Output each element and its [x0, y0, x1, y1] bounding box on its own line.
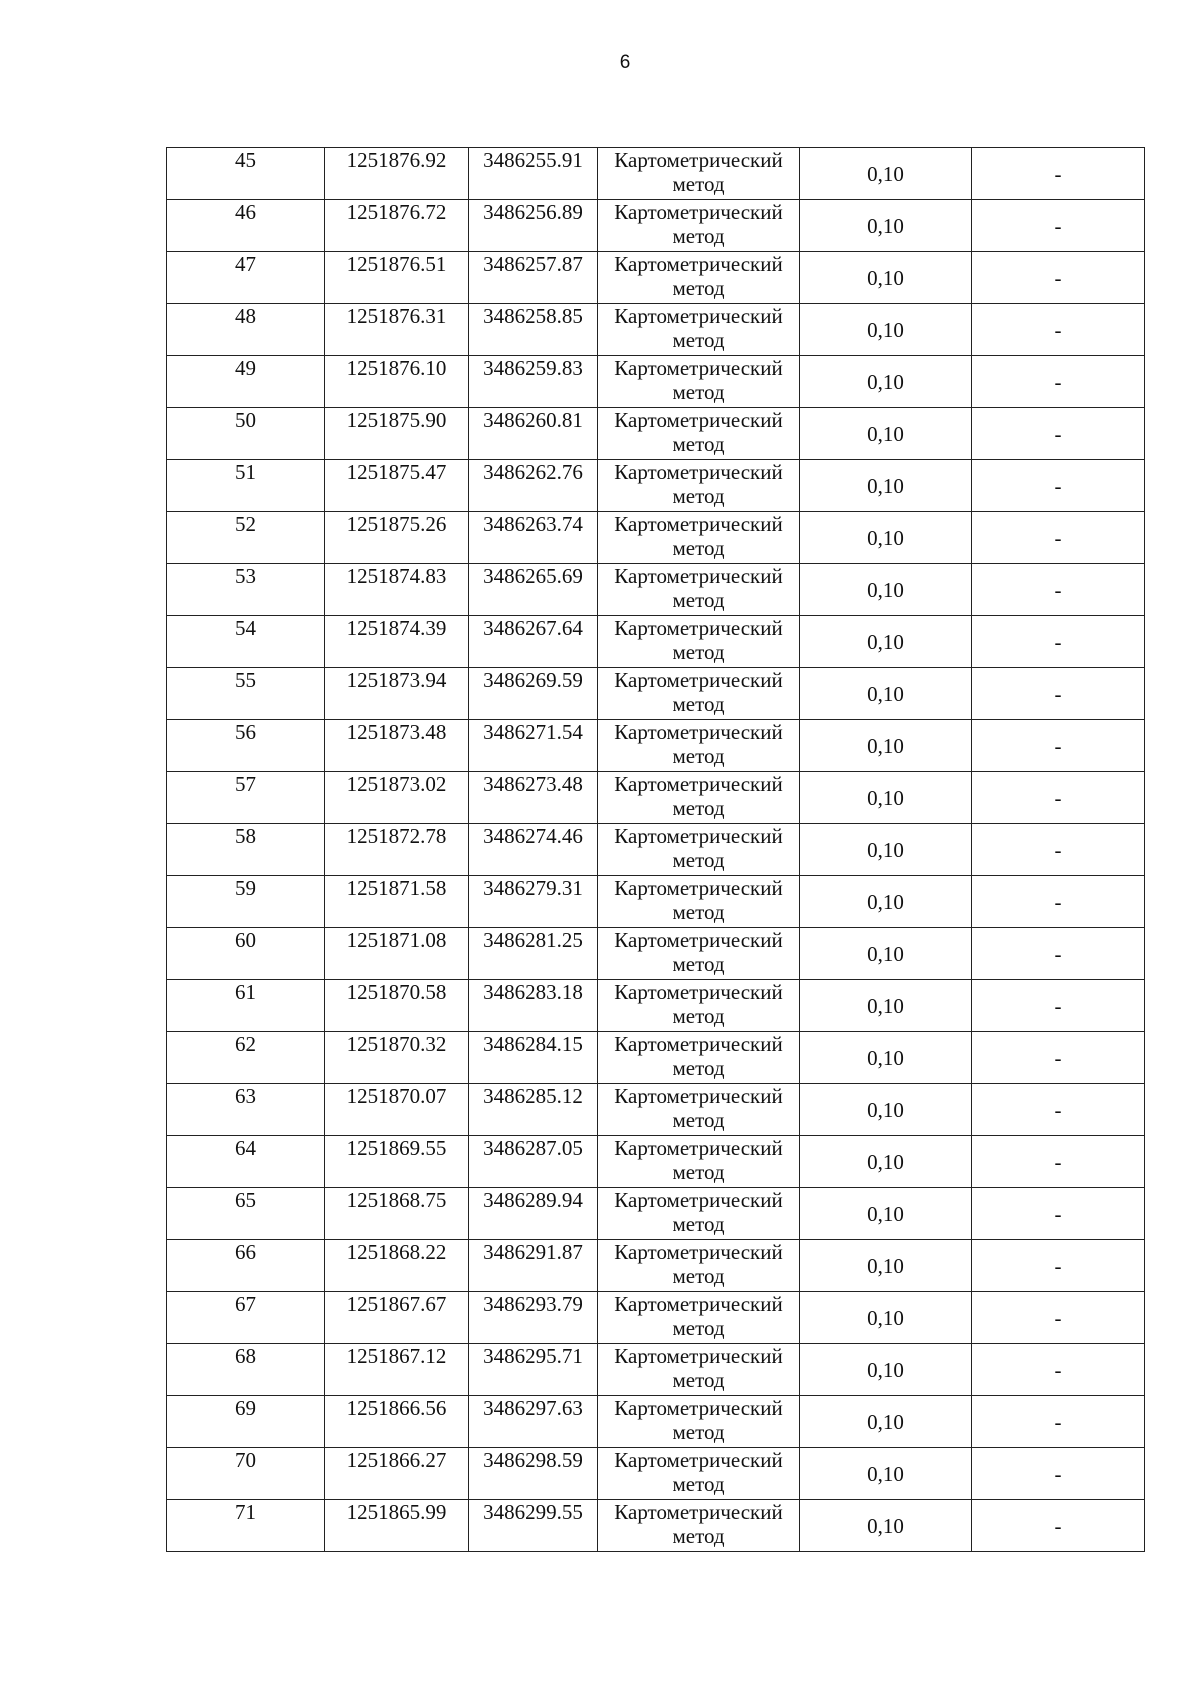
- y-coordinate-cell: 3486271.54: [469, 720, 598, 772]
- x-coordinate-cell: 1251868.22: [325, 1240, 469, 1292]
- accuracy-cell: 0,10: [800, 1292, 972, 1344]
- method-cell: [598, 876, 800, 928]
- method-line2: метод: [672, 276, 725, 300]
- x-coordinate-cell: 1251866.56: [325, 1396, 469, 1448]
- accuracy-cell: 0,10: [800, 1240, 972, 1292]
- y-coordinate-cell: 3486259.83: [469, 356, 598, 408]
- table-row: [167, 616, 1145, 668]
- point-number-cell: 55: [167, 668, 325, 720]
- point-number-cell: 46: [167, 200, 325, 252]
- table-row: [167, 1344, 1145, 1396]
- y-coordinate-cell: 3486299.55: [469, 1500, 598, 1552]
- description-cell: -: [972, 1500, 1145, 1552]
- table-row: [167, 772, 1145, 824]
- point-number-cell: 58: [167, 824, 325, 876]
- point-number-cell: 49: [167, 356, 325, 408]
- method-line1: Картометрический: [614, 720, 783, 744]
- y-coordinate-cell: 3486265.69: [469, 564, 598, 616]
- y-coordinate-cell: 3486255.91: [469, 148, 598, 200]
- y-coordinate-cell: 3486289.94: [469, 1188, 598, 1240]
- point-number-cell: 57: [167, 772, 325, 824]
- x-coordinate-cell: 1251875.26: [325, 512, 469, 564]
- method-line2: метод: [672, 172, 725, 196]
- description-cell: -: [972, 252, 1145, 304]
- point-number-cell: 69: [167, 1396, 325, 1448]
- method-cell: [598, 356, 800, 408]
- point-number-cell: 59: [167, 876, 325, 928]
- table-row: [167, 720, 1145, 772]
- point-number-cell: 45: [167, 148, 325, 200]
- page-number: 6: [619, 52, 631, 73]
- description-cell: -: [972, 1084, 1145, 1136]
- description-cell: -: [972, 1240, 1145, 1292]
- description-cell: -: [972, 824, 1145, 876]
- method-line1: Картометрический: [614, 1032, 783, 1056]
- method-cell: [598, 1084, 800, 1136]
- description-cell: -: [972, 512, 1145, 564]
- y-coordinate-cell: 3486267.64: [469, 616, 598, 668]
- accuracy-cell: 0,10: [800, 356, 972, 408]
- accuracy-cell: 0,10: [800, 460, 972, 512]
- description-cell: -: [972, 1396, 1145, 1448]
- table-row: [167, 1084, 1145, 1136]
- method-line2: метод: [672, 848, 725, 872]
- table-row: [167, 512, 1145, 564]
- method-line1: Картометрический: [614, 200, 783, 224]
- accuracy-cell: 0,10: [800, 148, 972, 200]
- method-cell: [598, 980, 800, 1032]
- accuracy-cell: 0,10: [800, 1344, 972, 1396]
- accuracy-cell: 0,10: [800, 980, 972, 1032]
- y-coordinate-cell: 3486263.74: [469, 512, 598, 564]
- method-line2: метод: [672, 900, 725, 924]
- method-line2: метод: [672, 1420, 725, 1444]
- accuracy-cell: 0,10: [800, 1136, 972, 1188]
- method-cell: [598, 408, 800, 460]
- table-row: [167, 876, 1145, 928]
- accuracy-cell: 0,10: [800, 252, 972, 304]
- method-line2: метод: [672, 640, 725, 664]
- x-coordinate-cell: 1251865.99: [325, 1500, 469, 1552]
- y-coordinate-cell: 3486281.25: [469, 928, 598, 980]
- table-row: [167, 408, 1145, 460]
- method-cell: [598, 772, 800, 824]
- method-line2: метод: [672, 1108, 725, 1132]
- x-coordinate-cell: 1251872.78: [325, 824, 469, 876]
- method-line2: метод: [672, 1004, 725, 1028]
- y-coordinate-cell: 3486285.12: [469, 1084, 598, 1136]
- description-cell: -: [972, 564, 1145, 616]
- method-line1: Картометрический: [614, 1136, 783, 1160]
- description-cell: -: [972, 668, 1145, 720]
- table-row: [167, 928, 1145, 980]
- table-row: [167, 200, 1145, 252]
- method-line2: метод: [672, 796, 725, 820]
- x-coordinate-cell: 1251867.12: [325, 1344, 469, 1396]
- method-line2: метод: [672, 952, 725, 976]
- accuracy-cell: 0,10: [800, 772, 972, 824]
- method-line1: Картометрический: [614, 460, 783, 484]
- y-coordinate-cell: 3486274.46: [469, 824, 598, 876]
- table-row: [167, 460, 1145, 512]
- method-line1: Картометрический: [614, 1084, 783, 1108]
- table-row: [167, 980, 1145, 1032]
- description-cell: -: [972, 200, 1145, 252]
- method-line1: Картометрический: [614, 824, 783, 848]
- x-coordinate-cell: 1251875.90: [325, 408, 469, 460]
- description-cell: -: [972, 1344, 1145, 1396]
- method-line2: метод: [672, 1264, 725, 1288]
- method-line2: метод: [672, 1316, 725, 1340]
- point-number-cell: 51: [167, 460, 325, 512]
- method-line1: Картометрический: [614, 1344, 783, 1368]
- point-number-cell: 48: [167, 304, 325, 356]
- y-coordinate-cell: 3486283.18: [469, 980, 598, 1032]
- x-coordinate-cell: 1251870.58: [325, 980, 469, 1032]
- y-coordinate-cell: 3486273.48: [469, 772, 598, 824]
- y-coordinate-cell: 3486260.81: [469, 408, 598, 460]
- method-line1: Картометрический: [614, 1396, 783, 1420]
- method-line1: Картометрический: [614, 356, 783, 380]
- method-cell: [598, 824, 800, 876]
- method-line1: Картометрический: [614, 408, 783, 432]
- method-cell: [598, 200, 800, 252]
- method-line2: метод: [672, 1472, 725, 1496]
- accuracy-cell: 0,10: [800, 1084, 972, 1136]
- method-line2: метод: [672, 432, 725, 456]
- point-number-cell: 65: [167, 1188, 325, 1240]
- description-cell: -: [972, 1032, 1145, 1084]
- method-line1: Картометрический: [614, 772, 783, 796]
- method-line2: метод: [672, 1212, 725, 1236]
- method-line2: метод: [672, 224, 725, 248]
- accuracy-cell: 0,10: [800, 668, 972, 720]
- table-row: [167, 1136, 1145, 1188]
- method-cell: [598, 512, 800, 564]
- description-cell: -: [972, 1188, 1145, 1240]
- description-cell: -: [972, 616, 1145, 668]
- x-coordinate-cell: 1251874.83: [325, 564, 469, 616]
- accuracy-cell: 0,10: [800, 408, 972, 460]
- point-number-cell: 67: [167, 1292, 325, 1344]
- x-coordinate-cell: 1251875.47: [325, 460, 469, 512]
- accuracy-cell: 0,10: [800, 720, 972, 772]
- x-coordinate-cell: 1251873.94: [325, 668, 469, 720]
- x-coordinate-cell: 1251867.67: [325, 1292, 469, 1344]
- accuracy-cell: 0,10: [800, 1500, 972, 1552]
- accuracy-cell: 0,10: [800, 1188, 972, 1240]
- table-row: [167, 1240, 1145, 1292]
- method-line1: Картометрический: [614, 512, 783, 536]
- table-row: [167, 1448, 1145, 1500]
- description-cell: -: [972, 1136, 1145, 1188]
- method-line1: Картометрический: [614, 928, 783, 952]
- method-line2: метод: [672, 1160, 725, 1184]
- description-cell: -: [972, 876, 1145, 928]
- coordinates-table-body: [167, 148, 1145, 1552]
- table-row: [167, 148, 1145, 200]
- method-line2: метод: [672, 1524, 725, 1548]
- method-line2: метод: [672, 536, 725, 560]
- x-coordinate-cell: 1251870.07: [325, 1084, 469, 1136]
- point-number-cell: 60: [167, 928, 325, 980]
- method-line2: метод: [672, 484, 725, 508]
- y-coordinate-cell: 3486295.71: [469, 1344, 598, 1396]
- table-row: [167, 356, 1145, 408]
- description-cell: -: [972, 1448, 1145, 1500]
- point-number-cell: 66: [167, 1240, 325, 1292]
- x-coordinate-cell: 1251873.48: [325, 720, 469, 772]
- accuracy-cell: 0,10: [800, 512, 972, 564]
- y-coordinate-cell: 3486269.59: [469, 668, 598, 720]
- method-cell: [598, 1500, 800, 1552]
- method-cell: [598, 564, 800, 616]
- x-coordinate-cell: 1251871.58: [325, 876, 469, 928]
- y-coordinate-cell: 3486262.76: [469, 460, 598, 512]
- coordinates-table: [166, 147, 1145, 1552]
- method-cell: [598, 1344, 800, 1396]
- point-number-cell: 68: [167, 1344, 325, 1396]
- method-cell: [598, 1240, 800, 1292]
- table-row: [167, 824, 1145, 876]
- point-number-cell: 63: [167, 1084, 325, 1136]
- description-cell: -: [972, 928, 1145, 980]
- method-line1: Картометрический: [614, 1500, 783, 1524]
- table-row: [167, 1500, 1145, 1552]
- table-row: [167, 1188, 1145, 1240]
- method-cell: [598, 148, 800, 200]
- x-coordinate-cell: 1251876.72: [325, 200, 469, 252]
- point-number-cell: 47: [167, 252, 325, 304]
- x-coordinate-cell: 1251876.51: [325, 252, 469, 304]
- method-cell: [598, 616, 800, 668]
- point-number-cell: 62: [167, 1032, 325, 1084]
- x-coordinate-cell: 1251871.08: [325, 928, 469, 980]
- accuracy-cell: 0,10: [800, 928, 972, 980]
- method-cell: [598, 1292, 800, 1344]
- table-row: [167, 252, 1145, 304]
- method-line1: Картометрический: [614, 148, 783, 172]
- method-line1: Картометрический: [614, 1292, 783, 1316]
- method-line2: метод: [672, 744, 725, 768]
- description-cell: -: [972, 980, 1145, 1032]
- description-cell: -: [972, 304, 1145, 356]
- y-coordinate-cell: 3486291.87: [469, 1240, 598, 1292]
- x-coordinate-cell: 1251868.75: [325, 1188, 469, 1240]
- table-row: [167, 1396, 1145, 1448]
- y-coordinate-cell: 3486284.15: [469, 1032, 598, 1084]
- y-coordinate-cell: 3486297.63: [469, 1396, 598, 1448]
- table-row: [167, 304, 1145, 356]
- method-cell: [598, 1448, 800, 1500]
- table-row: [167, 1292, 1145, 1344]
- description-cell: -: [972, 720, 1145, 772]
- y-coordinate-cell: 3486258.85: [469, 304, 598, 356]
- y-coordinate-cell: 3486298.59: [469, 1448, 598, 1500]
- description-cell: -: [972, 148, 1145, 200]
- method-line2: метод: [672, 1368, 725, 1392]
- method-cell: [598, 1188, 800, 1240]
- accuracy-cell: 0,10: [800, 616, 972, 668]
- y-coordinate-cell: 3486257.87: [469, 252, 598, 304]
- x-coordinate-cell: 1251876.92: [325, 148, 469, 200]
- method-cell: [598, 1396, 800, 1448]
- method-cell: [598, 252, 800, 304]
- x-coordinate-cell: 1251876.31: [325, 304, 469, 356]
- point-number-cell: 53: [167, 564, 325, 616]
- method-cell: [598, 668, 800, 720]
- table-row: [167, 564, 1145, 616]
- table-row: [167, 668, 1145, 720]
- method-cell: [598, 928, 800, 980]
- x-coordinate-cell: 1251869.55: [325, 1136, 469, 1188]
- method-line1: Картометрический: [614, 252, 783, 276]
- accuracy-cell: 0,10: [800, 876, 972, 928]
- x-coordinate-cell: 1251873.02: [325, 772, 469, 824]
- accuracy-cell: 0,10: [800, 564, 972, 616]
- description-cell: -: [972, 1292, 1145, 1344]
- method-line2: метод: [672, 588, 725, 612]
- method-line1: Картометрический: [614, 1188, 783, 1212]
- method-line2: метод: [672, 692, 725, 716]
- method-line1: Картометрический: [614, 304, 783, 328]
- method-line1: Картометрический: [614, 876, 783, 900]
- method-cell: [598, 460, 800, 512]
- accuracy-cell: 0,10: [800, 1396, 972, 1448]
- y-coordinate-cell: 3486279.31: [469, 876, 598, 928]
- point-number-cell: 61: [167, 980, 325, 1032]
- accuracy-cell: 0,10: [800, 200, 972, 252]
- accuracy-cell: 0,10: [800, 304, 972, 356]
- x-coordinate-cell: 1251866.27: [325, 1448, 469, 1500]
- method-line1: Картометрический: [614, 668, 783, 692]
- method-line2: метод: [672, 328, 725, 352]
- table-row: [167, 1032, 1145, 1084]
- accuracy-cell: 0,10: [800, 1032, 972, 1084]
- method-cell: [598, 1032, 800, 1084]
- method-line1: Картометрический: [614, 1240, 783, 1264]
- point-number-cell: 50: [167, 408, 325, 460]
- description-cell: -: [972, 356, 1145, 408]
- y-coordinate-cell: 3486287.05: [469, 1136, 598, 1188]
- method-cell: [598, 304, 800, 356]
- point-number-cell: 52: [167, 512, 325, 564]
- method-line1: Картометрический: [614, 1448, 783, 1472]
- accuracy-cell: 0,10: [800, 824, 972, 876]
- method-cell: [598, 720, 800, 772]
- x-coordinate-cell: 1251870.32: [325, 1032, 469, 1084]
- method-line1: Картометрический: [614, 980, 783, 1004]
- method-line2: метод: [672, 380, 725, 404]
- x-coordinate-cell: 1251874.39: [325, 616, 469, 668]
- description-cell: -: [972, 460, 1145, 512]
- point-number-cell: 64: [167, 1136, 325, 1188]
- description-cell: -: [972, 772, 1145, 824]
- point-number-cell: 56: [167, 720, 325, 772]
- point-number-cell: 70: [167, 1448, 325, 1500]
- y-coordinate-cell: 3486256.89: [469, 200, 598, 252]
- method-line1: Картометрический: [614, 616, 783, 640]
- x-coordinate-cell: 1251876.10: [325, 356, 469, 408]
- accuracy-cell: 0,10: [800, 1448, 972, 1500]
- y-coordinate-cell: 3486293.79: [469, 1292, 598, 1344]
- method-cell: [598, 1136, 800, 1188]
- description-cell: -: [972, 408, 1145, 460]
- point-number-cell: 71: [167, 1500, 325, 1552]
- method-line1: Картометрический: [614, 564, 783, 588]
- point-number-cell: 54: [167, 616, 325, 668]
- method-line2: метод: [672, 1056, 725, 1080]
